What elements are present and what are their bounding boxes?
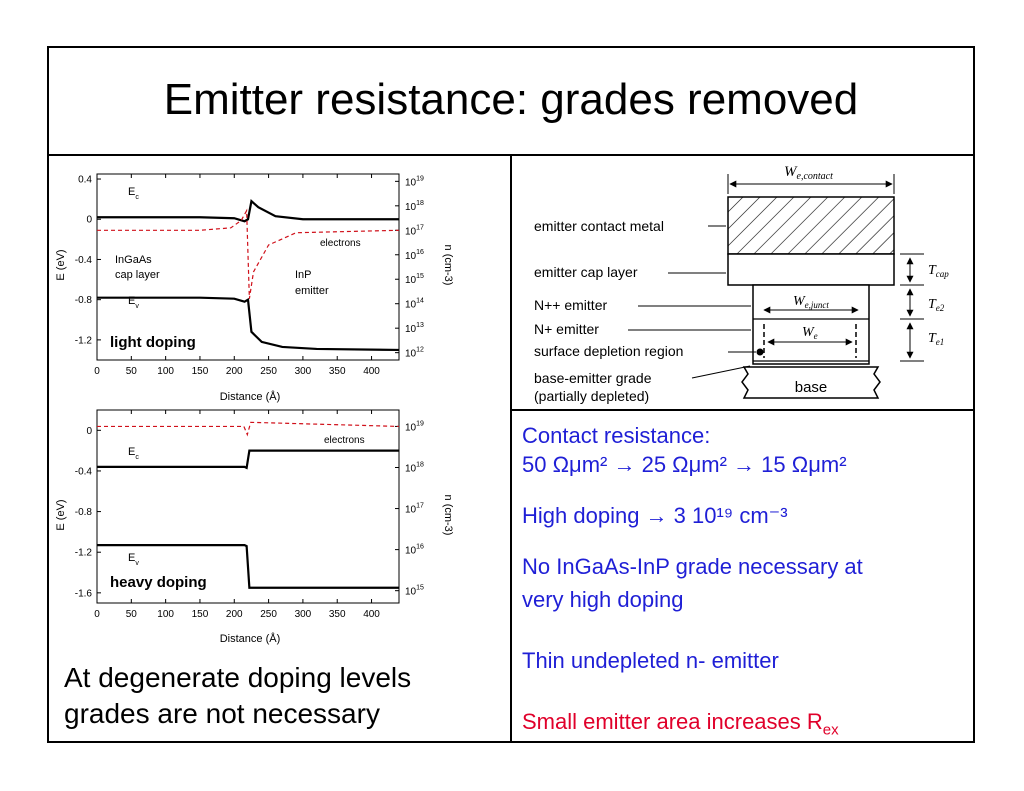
caption-line-2: grades are not necessary [64, 698, 380, 729]
thin-emitter-text: Thin undepleted n- emitter [522, 648, 779, 673]
page-title: Emitter resistance: grades removed [163, 75, 859, 124]
x-tick-label: 250 [260, 609, 277, 620]
y-tick-label: -1.2 [74, 547, 92, 559]
t-e1-label: $T_{e1}$ [928, 331, 945, 347]
x-tick-label: 150 [191, 609, 209, 620]
y2-tick-label: $10^{19}$ [405, 175, 424, 189]
label-depletion: surface depletion region [534, 343, 684, 359]
y2-axis-label: n (cm-3) [442, 494, 454, 536]
cap-layer [728, 254, 894, 285]
ec-label: $E_c$ [128, 446, 139, 461]
chart-annotation: heavy doping [110, 574, 207, 591]
band-diagram-light-doping [50, 160, 460, 405]
x-tick-label: 100 [157, 366, 174, 377]
chart-annotation: light doping [110, 334, 196, 351]
contact-resistance-line-1: Contact resistance: [522, 423, 711, 448]
x-tick-label: 300 [294, 366, 312, 377]
series-ec [97, 201, 399, 221]
label-cap-layer: emitter cap layer [534, 264, 638, 280]
contact-resistance-line-2: 50 Ωμm² → 25 Ωμm² → 15 Ωμm² [522, 452, 847, 477]
y-tick-label: -0.8 [74, 507, 92, 519]
electrons-label: electrons [324, 435, 365, 446]
no-grade-line-2: very high doping [522, 587, 684, 612]
contact-metal-layer [728, 197, 894, 254]
series-ec [97, 451, 399, 468]
inp-label: InP [295, 269, 312, 281]
label-grade-1: base-emitter grade [534, 370, 652, 386]
y-tick-label: 0 [86, 214, 92, 226]
x-tick-label: 200 [225, 609, 243, 620]
label-contact-metal: emitter contact metal [534, 218, 664, 234]
x-tick-label: 50 [125, 366, 137, 377]
right-row-divider [510, 409, 975, 411]
ev-label: $E_v$ [128, 552, 139, 567]
y-tick-label: 0.4 [78, 174, 92, 186]
y2-tick-label: $10^{16}$ [405, 543, 424, 557]
small-area-text: Small emitter area increases $R_{ex}$ [522, 709, 839, 739]
t-e2-label: $T_{e2}$ [928, 297, 945, 313]
cap-layer-label: cap layer [115, 269, 160, 281]
y2-tick-label: $10^{14}$ [405, 297, 424, 311]
y2-tick-label: $10^{16}$ [405, 248, 424, 262]
y-tick-label: -0.4 [74, 466, 92, 478]
series-electrons [97, 422, 399, 434]
w-e-label: $W_e$ [802, 325, 818, 341]
x-tick-label: 50 [125, 609, 137, 620]
x-tick-label: 0 [94, 609, 100, 620]
y-tick-label: -0.4 [74, 254, 92, 266]
caption [64, 660, 411, 732]
band-diagram-heavy-doping [50, 405, 460, 650]
x-tick-label: 350 [328, 366, 346, 377]
x-tick-label: 200 [225, 366, 243, 377]
y-tick-label: 0 [86, 425, 92, 437]
high-doping-text: High doping → 3 10¹⁹ cm⁻³ [522, 503, 788, 528]
y-tick-label: -1.2 [74, 335, 92, 347]
x-tick-label: 150 [191, 366, 209, 377]
emitter-label: emitter [295, 285, 329, 297]
ec-label: $E_c$ [128, 186, 139, 201]
y2-tick-label: $10^{18}$ [405, 461, 424, 475]
w-contact-label: $W_{e,contact}$ [784, 164, 833, 182]
y2-axis-label: n (cm-3) [442, 244, 454, 286]
x-axis-label: Distance (Å) [219, 633, 281, 645]
y2-tick-label: $10^{15}$ [405, 273, 424, 287]
y2-tick-label: $10^{17}$ [405, 224, 424, 238]
x-tick-label: 100 [157, 609, 174, 620]
y-axis-label: E (eV) [55, 249, 67, 281]
x-tick-label: 350 [328, 609, 346, 620]
x-tick-label: 300 [294, 609, 312, 620]
w-junct-label: $W_{e,junct}$ [793, 294, 829, 310]
x-tick-label: 0 [94, 366, 100, 377]
y-tick-label: -1.6 [74, 588, 92, 600]
plot-frame [97, 174, 399, 360]
electrons-label: electrons [320, 238, 361, 249]
x-tick-label: 400 [363, 609, 380, 620]
y-tick-label: -0.8 [74, 295, 92, 307]
x-axis-label: Distance (Å) [219, 391, 281, 403]
x-tick-label: 250 [260, 366, 277, 377]
y2-tick-label: $10^{17}$ [405, 502, 424, 516]
y2-tick-label: $10^{15}$ [405, 584, 424, 598]
emitter-structure-diagram [512, 156, 974, 408]
t-cap-label: $T_{cap}$ [928, 263, 949, 279]
label-npp-emitter: N++ emitter [534, 297, 608, 313]
x-tick-label: 400 [363, 366, 380, 377]
base-label: base [794, 379, 828, 396]
label-grade-2: (partially depleted) [534, 388, 650, 404]
y2-tick-label: $10^{18}$ [405, 199, 424, 213]
y2-tick-label: $10^{12}$ [405, 346, 424, 360]
y2-tick-label: $10^{13}$ [405, 322, 424, 336]
y-axis-label: E (eV) [55, 499, 67, 531]
ev-label: $E_v$ [128, 295, 139, 310]
y2-tick-label: $10^{19}$ [405, 420, 424, 434]
label-np-emitter: N+ emitter [534, 321, 599, 337]
caption-line-1: At degenerate doping levels [64, 662, 412, 693]
no-grade-line-1: No InGaAs-InP grade necessary at [522, 554, 863, 579]
ingaas-label: InGaAs [115, 254, 152, 266]
